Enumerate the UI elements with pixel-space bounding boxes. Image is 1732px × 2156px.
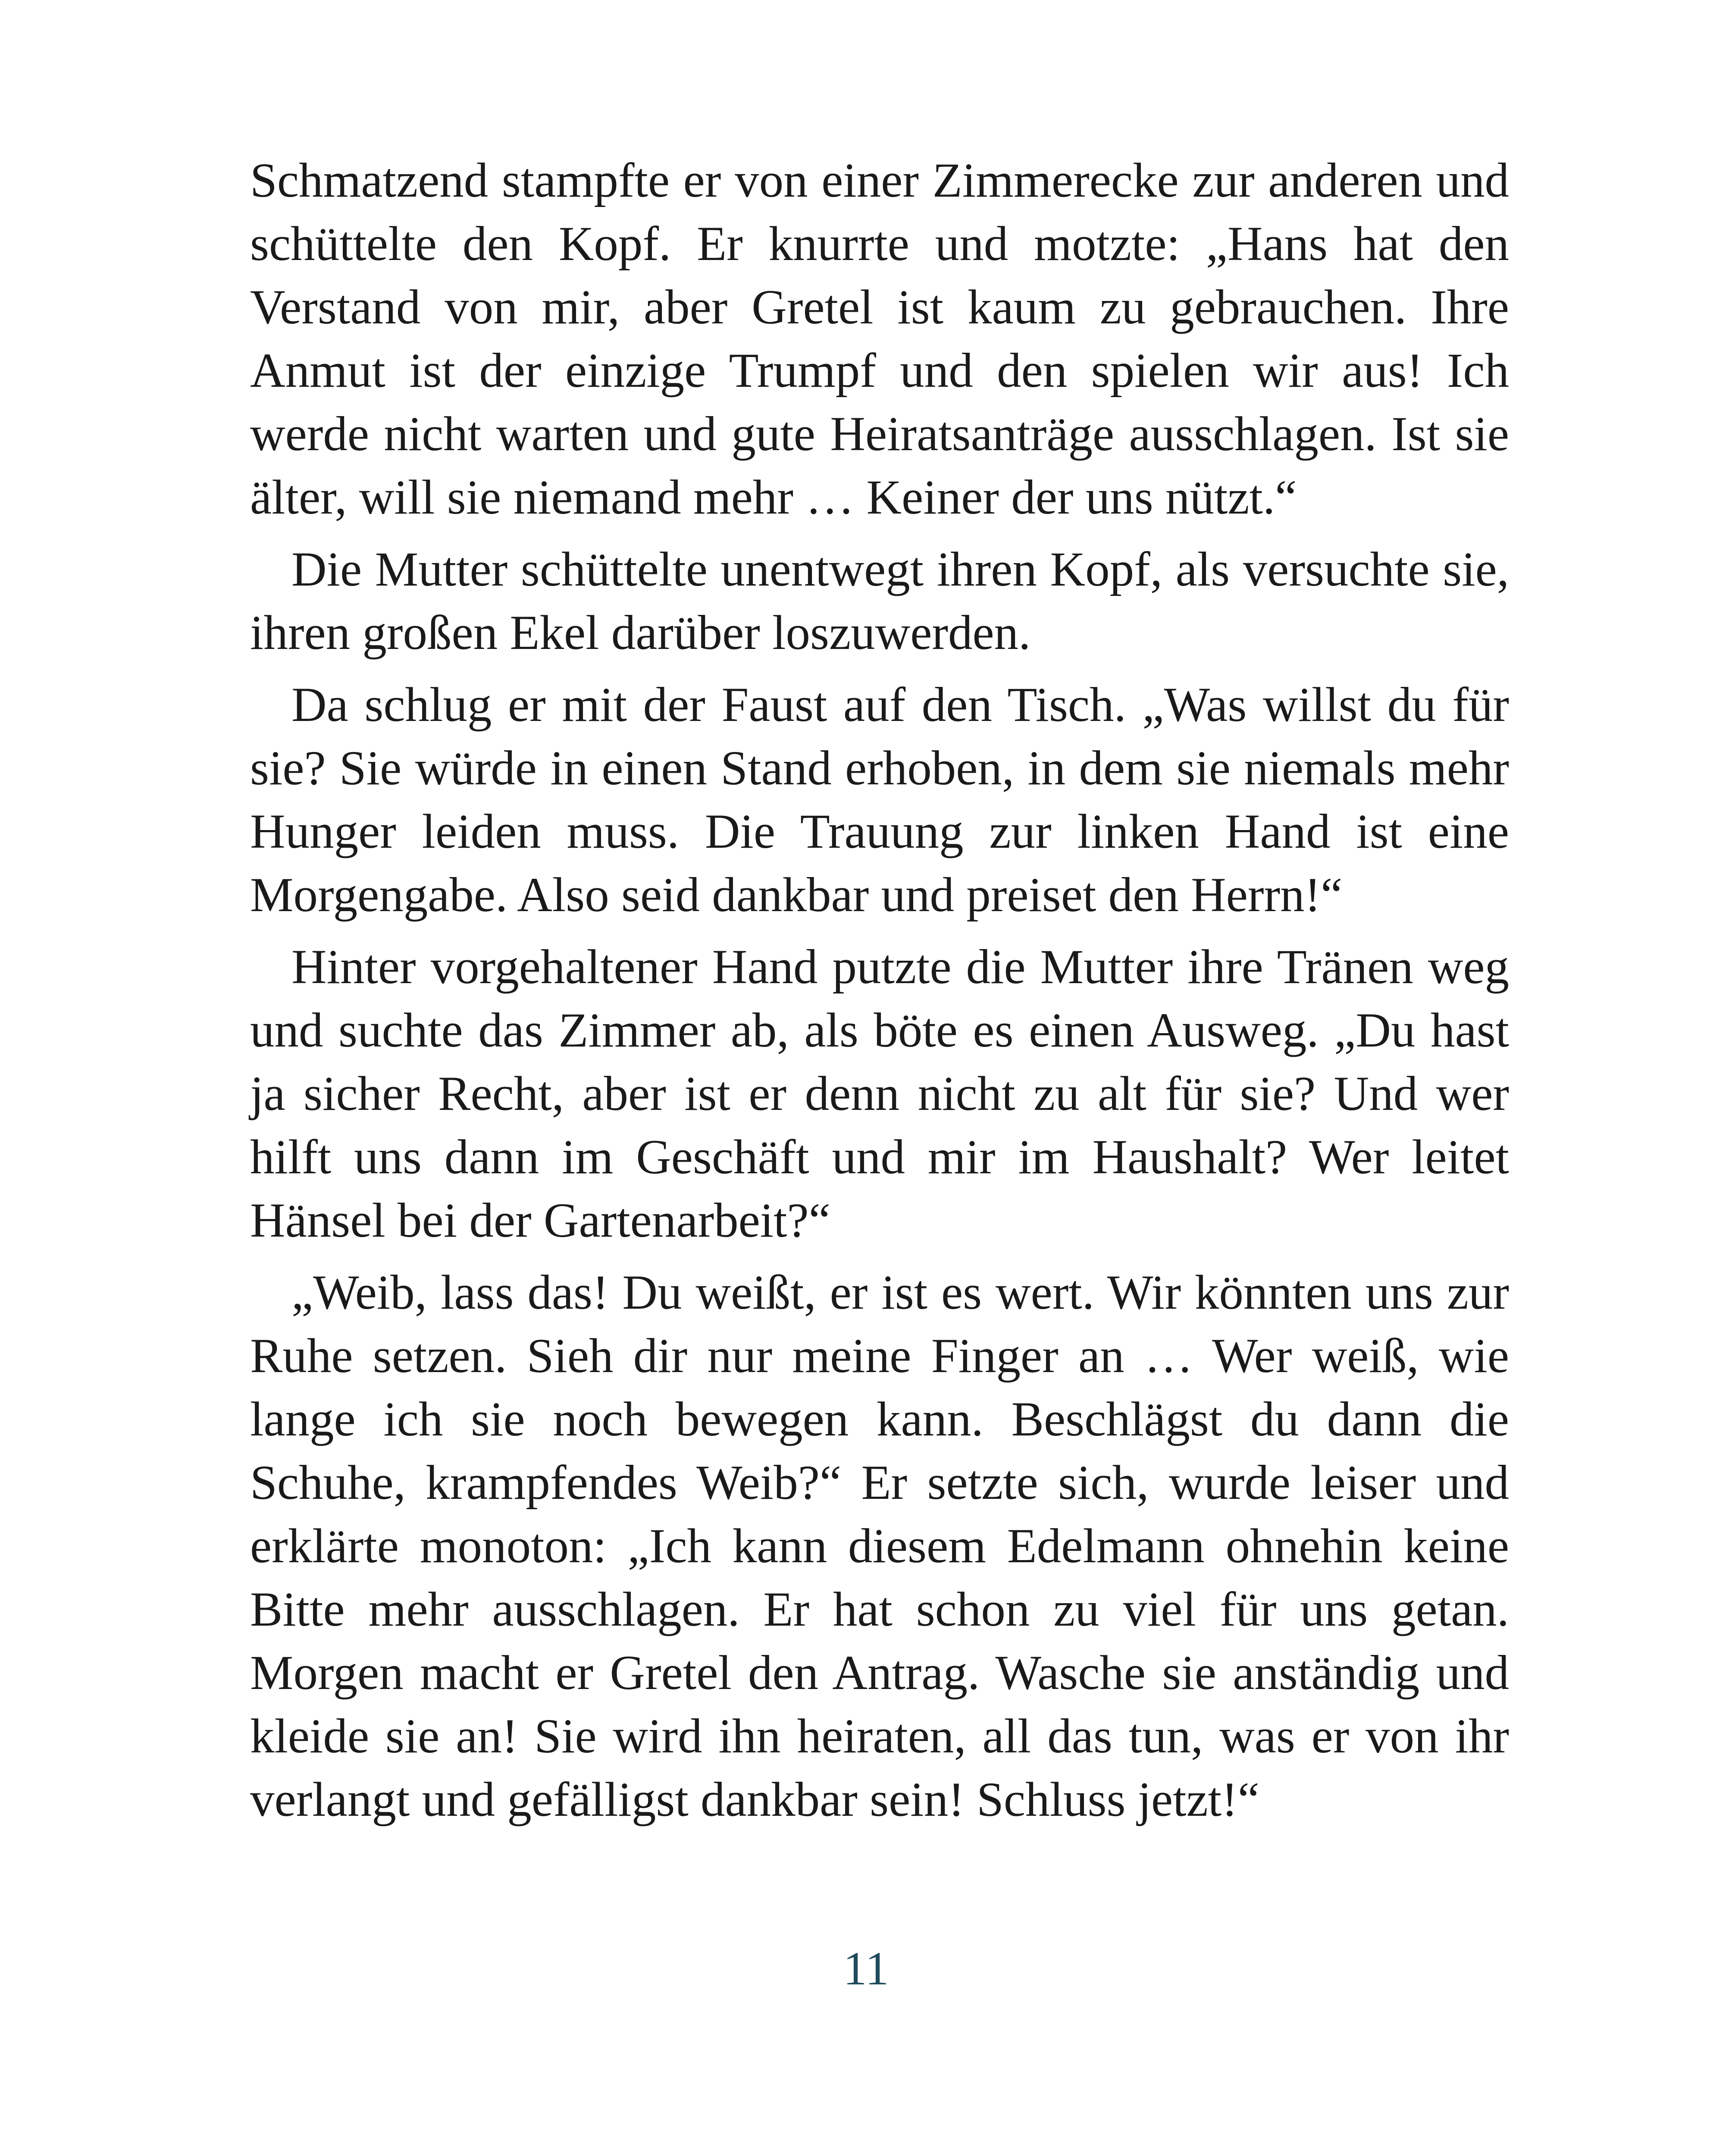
paragraph-2: Die Mutter schüttelte unentwegt ihren Kopf, als versuchte sie, ihren großen Ekel darüber loszuwerden. — [250, 542, 1509, 660]
paragraph-4: Hinter vorgehaltener Hand putzte die Mutter ihre Tränen weg und suchte das Zimmer ab, als böte es einen Ausweg. „Du hast ja sicher Recht, aber ist er denn nicht zu alt für sie? Und wer hilft uns dann im Geschäft und mir im Haushalt? Wer leitet Hänsel bei der Gartenarbeit?“ — [250, 940, 1509, 1247]
body-text — [250, 149, 1509, 1831]
page-number: 11 — [843, 1942, 889, 1995]
paragraph-1: Schmatzend stampfte er von einer Zimmerecke zur anderen und schüttelte den Kopf. Er knurrte und motzte: „Hans hat den Verstand von mir, aber Gretel ist kaum zu gebrauchen. Ihre Anmut ist der einzige Trumpf und den spielen wir aus! Ich werde nicht warten und gute Heiratsanträge ausschlagen. Ist sie älter, will sie niemand mehr … Keiner der uns nützt.“ — [250, 154, 1509, 524]
paragraph-3: Da schlug er mit der Faust auf den Tisch. „Was willst du für sie? Sie würde in einen Stand erhoben, in dem sie niemals mehr Hunger leiden muss. Die Trauung zur linken Hand ist eine Morgengabe. Also seid dankbar und preiset den Herrn!“ — [250, 678, 1509, 922]
paragraph-5: „Weib, lass das! Du weißt, er ist es wert. Wir könnten uns zur Ruhe setzen. Sieh dir nur meine Finger an … Wer weiß, wie lange ich sie noch bewegen kann. Beschlägst du dann die Schuhe, krampfendes Weib?“ Er setzte sich, wurde leiser und erklärte monoton: „Ich kann diesem Edelmann ohnehin keine Bitte mehr ausschlagen. Er hat schon zu viel für uns getan. Morgen macht er Gretel den Antrag. Wasche sie anständig und kleide sie an! Sie wird ihn heiraten, all das tun, was er von ihr verlangt und gefälligst dankbar sein! Schluss jetzt!“ — [250, 1266, 1509, 1827]
